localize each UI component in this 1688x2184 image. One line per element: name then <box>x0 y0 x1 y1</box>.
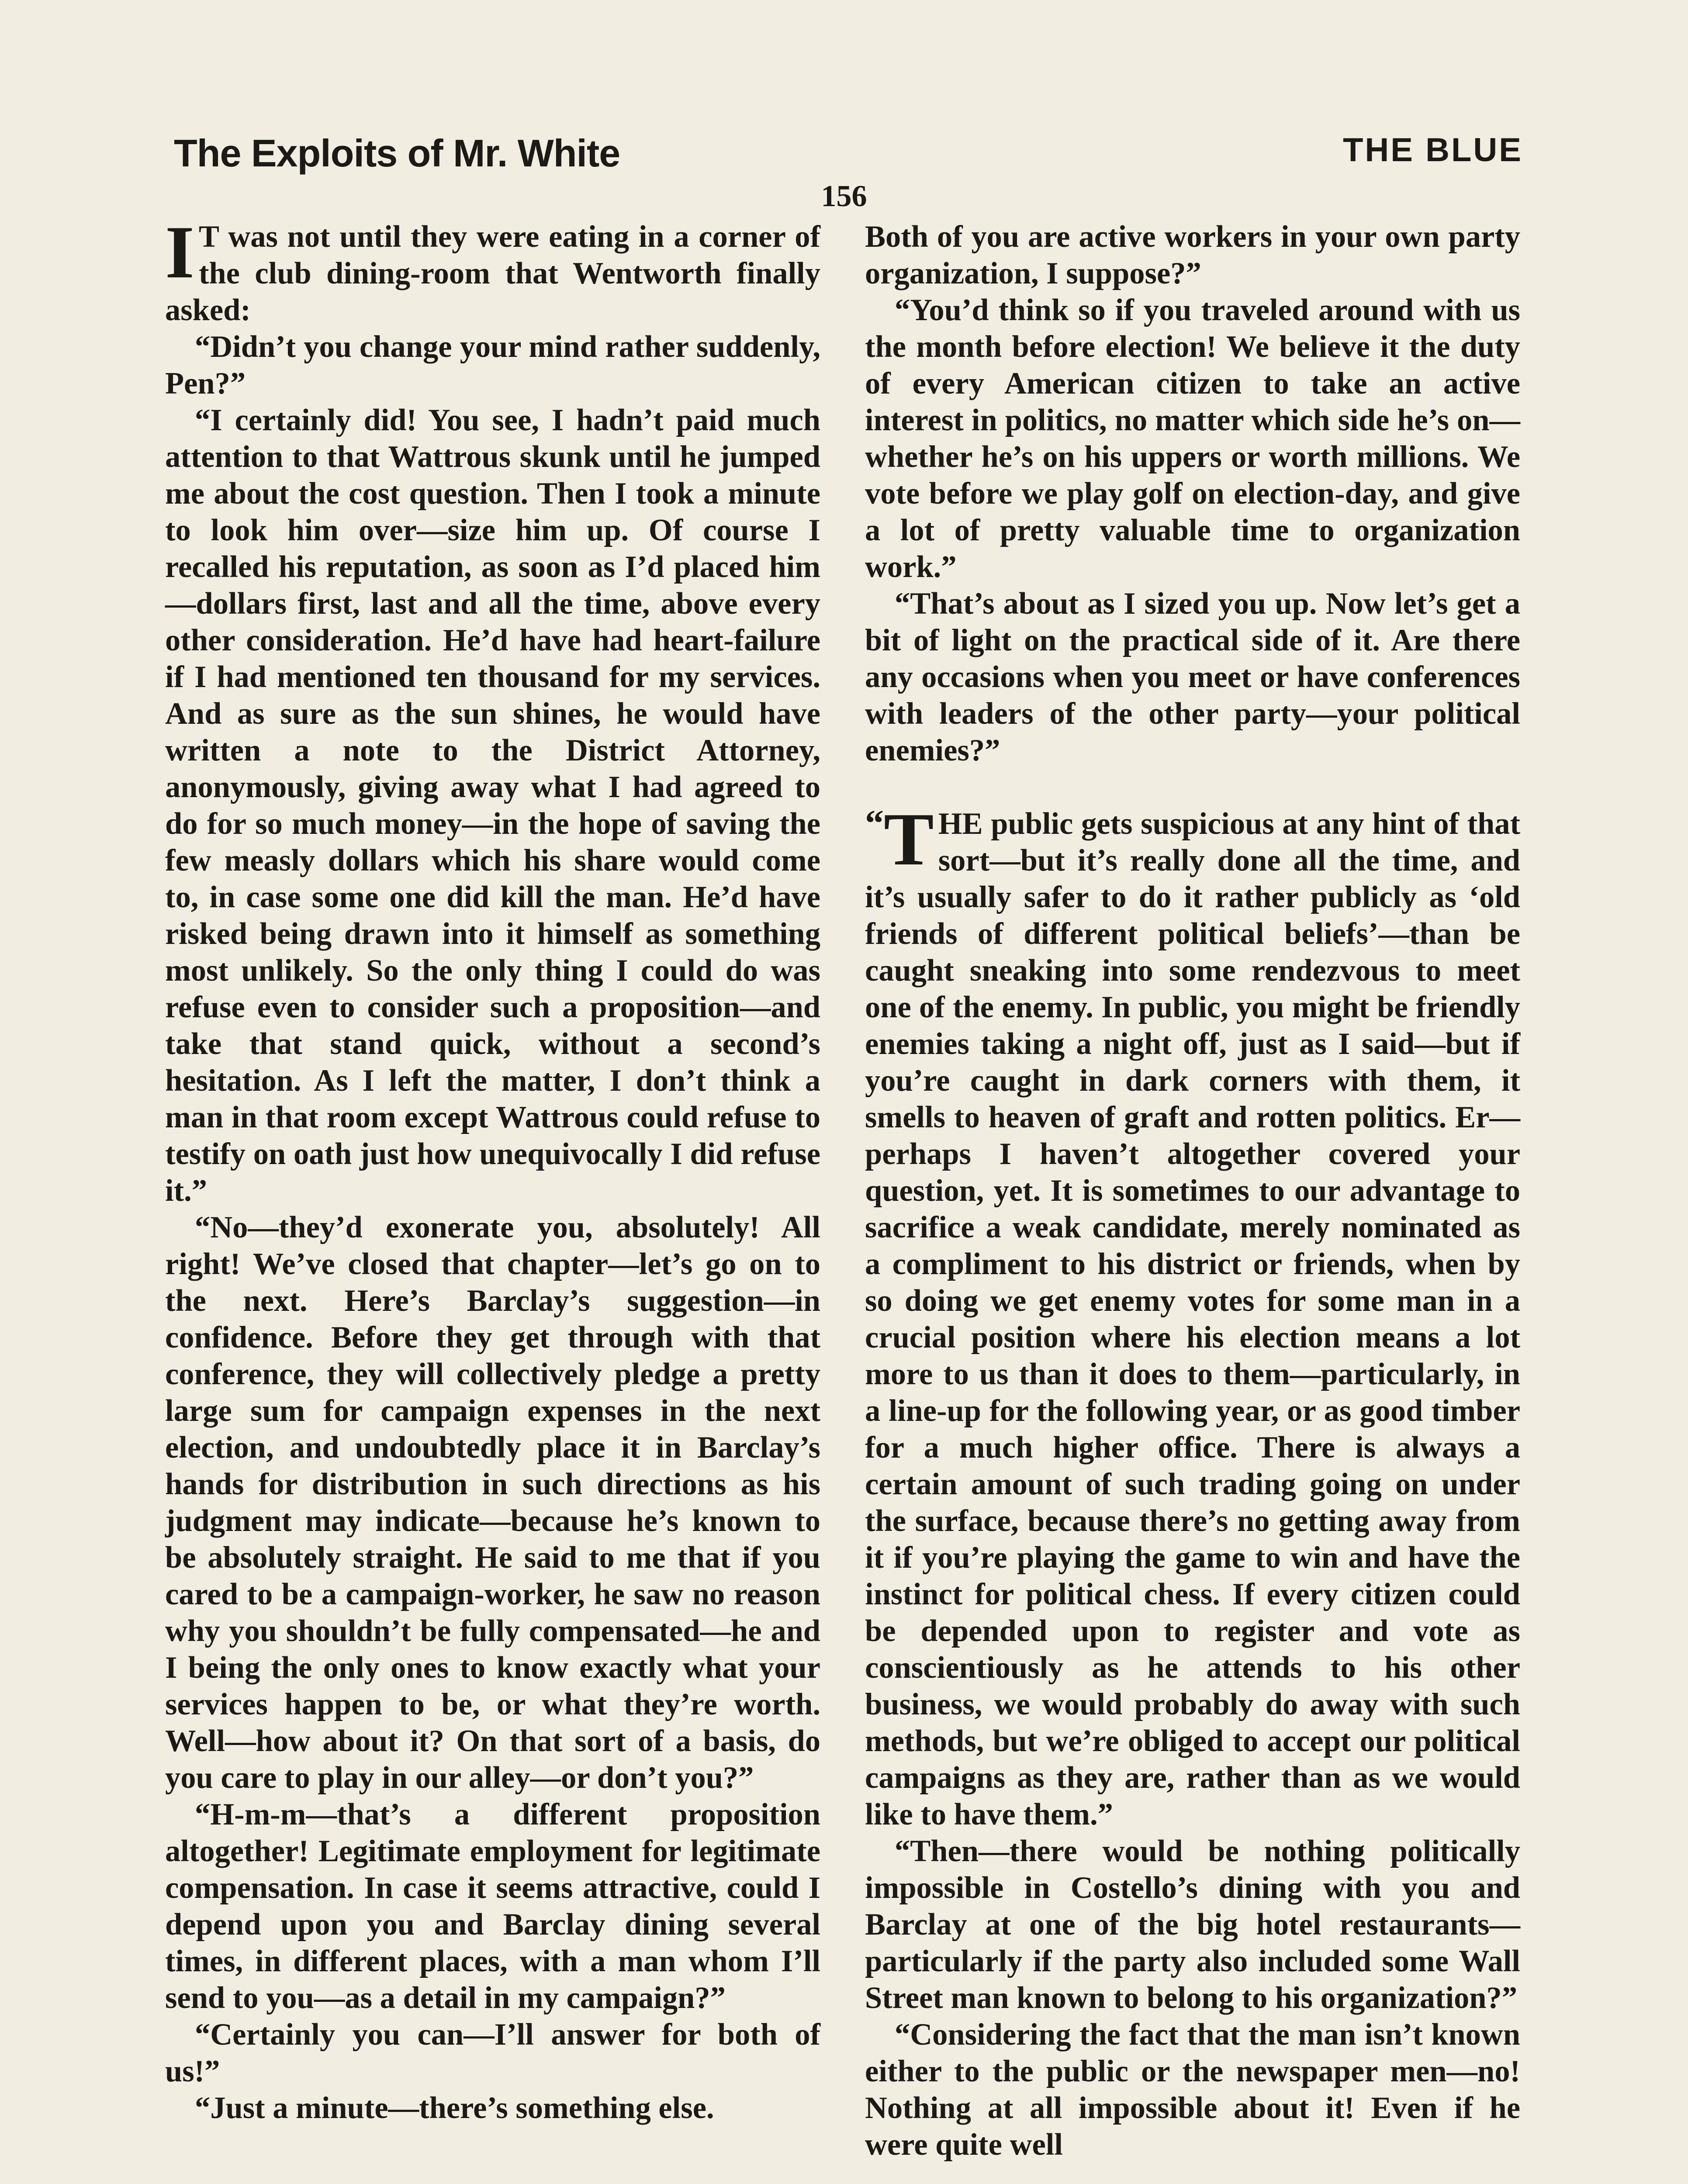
paragraph-text: HE public gets suspicious at any hint of that sort—but it’s really done all the time, and it’s usually safer to do it rather publicly as ‘old friends of different political beliefs’—than be caught sneaking into some rendezvous to meet one of the enemy. In public, you might be friendly enemies taking a night off, just as I said—but if you’re caught in dark corners with them, it smells to heaven of graft and rotten politics. Er—perhaps I haven’t altogether covered your question, yet. It is sometimes to our advantage to sacrifice a weak candidate, merely nominated as a compliment to his district or friends, when by so doing we get enemy votes for some man in a crucial position where his election means a lot more to us than it does to them—particularly, in a line-up for the following year, or as good timber for a much higher office. There is always a certain amount of such trading going on under the surface, because there’s no getting away from it if you’re playing the game to win and have the instinct for political chess. If every citizen could be depended upon to register and vote as conscientiously as he attends to his other business, we would probably do away with such methods, but we’re obliged to accept our political campaigns as they are, rather than as we would like to have them.” <box>865 807 1520 1832</box>
paragraph-text: “Didn’t you change your mind rather suddenly, Pen?” <box>165 330 820 401</box>
paragraph <box>865 1833 1520 2016</box>
right-column <box>865 218 1520 2163</box>
paragraph <box>165 2090 820 2126</box>
drop-cap: I <box>165 211 194 294</box>
paragraph-text: “Considering the fact that the man isn’t known either to the public or the newspaper men—no! Nothing at all impossible about it! Even if he were quite well <box>865 2018 1520 2162</box>
paragraph <box>165 2016 820 2090</box>
paragraph <box>165 328 820 402</box>
running-head <box>174 131 1523 179</box>
paragraph <box>865 218 1520 292</box>
paragraph-text: “H-m-m—that’s a different proposition altogether! Legitimate employment for legitimate compensation. In case it seems attractive, could I depend upon you and Barclay dining several times, in different places, with a man whom I’ll send to you—as a detail in my campaign?” <box>165 1797 820 2015</box>
page-number: 156 <box>821 180 867 213</box>
magazine-title: THE BLUE <box>1343 131 1523 169</box>
paragraph <box>865 2016 1520 2163</box>
paragraph-text: “That’s about as I sized you up. Now let’s get a bit of light on the practical side of it. Are there any occasions when you meet or have conferences with leaders of the other party—your political enemies?” <box>865 587 1520 767</box>
paragraph <box>165 1209 820 1796</box>
paragraph <box>865 585 1520 769</box>
paragraph-text: T was not until they were eating in a corner of the club dining-room that Wentworth finally asked: <box>165 220 820 327</box>
paragraph-text: “I certainly did! You see, I hadn’t paid much attention to that Wattrous skunk until he jumped me about the cost question. Then I took a minute to look him over—size him up. Of course I recalled his reputation, as soon as I’d placed him—dollars first, last and all the time, above every other consideration. He’d have had heart-failure if I had mentioned ten thousand for my services. And as sure as the sun shines, he would have written a note to the District Attorney, anonymously, giving away what I had agreed to do for so much money—in the hope of saving the few measly dollars which his share would come to, in case some one did kill the man. He’d have risked being drawn into it himself as something most unlikely. So the only thing I could do was refuse even to consider such a proposition—and take that stand quick, without a second’s hesitation. As I left the matter, I don’t think a man in that room except Wattrous could refuse to testify on oath just how unequivocally I did refuse it.” <box>165 403 820 1208</box>
paragraph <box>865 292 1520 585</box>
paragraph <box>865 798 1520 1833</box>
paragraph <box>165 211 820 328</box>
paragraph-text: “Just a minute—there’s something else. <box>195 2091 714 2125</box>
drop-cap: T <box>884 798 934 881</box>
paragraph-text: “Certainly you can—I’ll answer for both of us!” <box>165 2018 820 2088</box>
paragraph <box>165 1796 820 2016</box>
left-column <box>165 211 820 2126</box>
paragraph-text: Both of you are active workers in your own party organization, I suppose?” <box>865 220 1520 290</box>
opening-quote: “ <box>865 802 884 844</box>
paragraph-text: “No—they’d exonerate you, absolutely! All right! We’ve closed that chapter—let’s go on to the next. Here’s Barclay’s suggestion—in confidence. Before they get through with that conference, they will collectively pledge a pretty large sum for campaign expenses in the next election, and undoubtedly place it in Barclay’s hands for distribution in such directions as his judgment may indicate—because he’s known to be absolutely straight. He said to me that if you cared to be a campaign-worker, he saw no reason why you shouldn’t be fully compensated—he and I being the only ones to know exactly what your services happen to be, or what they’re worth. Well—how about it? On that sort of a basis, do you care to play in our alley—or don’t you?” <box>165 1210 820 1795</box>
paragraph-text: “Then—there would be nothing politically impossible in Costello’s dining with you and Barclay at one of the big hotel restaurants—particularly if the party also included some Wall Street man known to belong to his organization?” <box>865 1834 1520 2015</box>
paragraph-text: “You’d think so if you traveled around with us the month before election! We believe it the duty of every American citizen to take an active interest in politics, no matter which side he’s on—whether he’s on his uppers or worth millions. We vote before we play golf on election-day, and give a lot of pretty valuable time to organization work.” <box>865 293 1520 584</box>
story-title: The Exploits of Mr. White <box>174 131 620 175</box>
paragraph <box>165 402 820 1209</box>
